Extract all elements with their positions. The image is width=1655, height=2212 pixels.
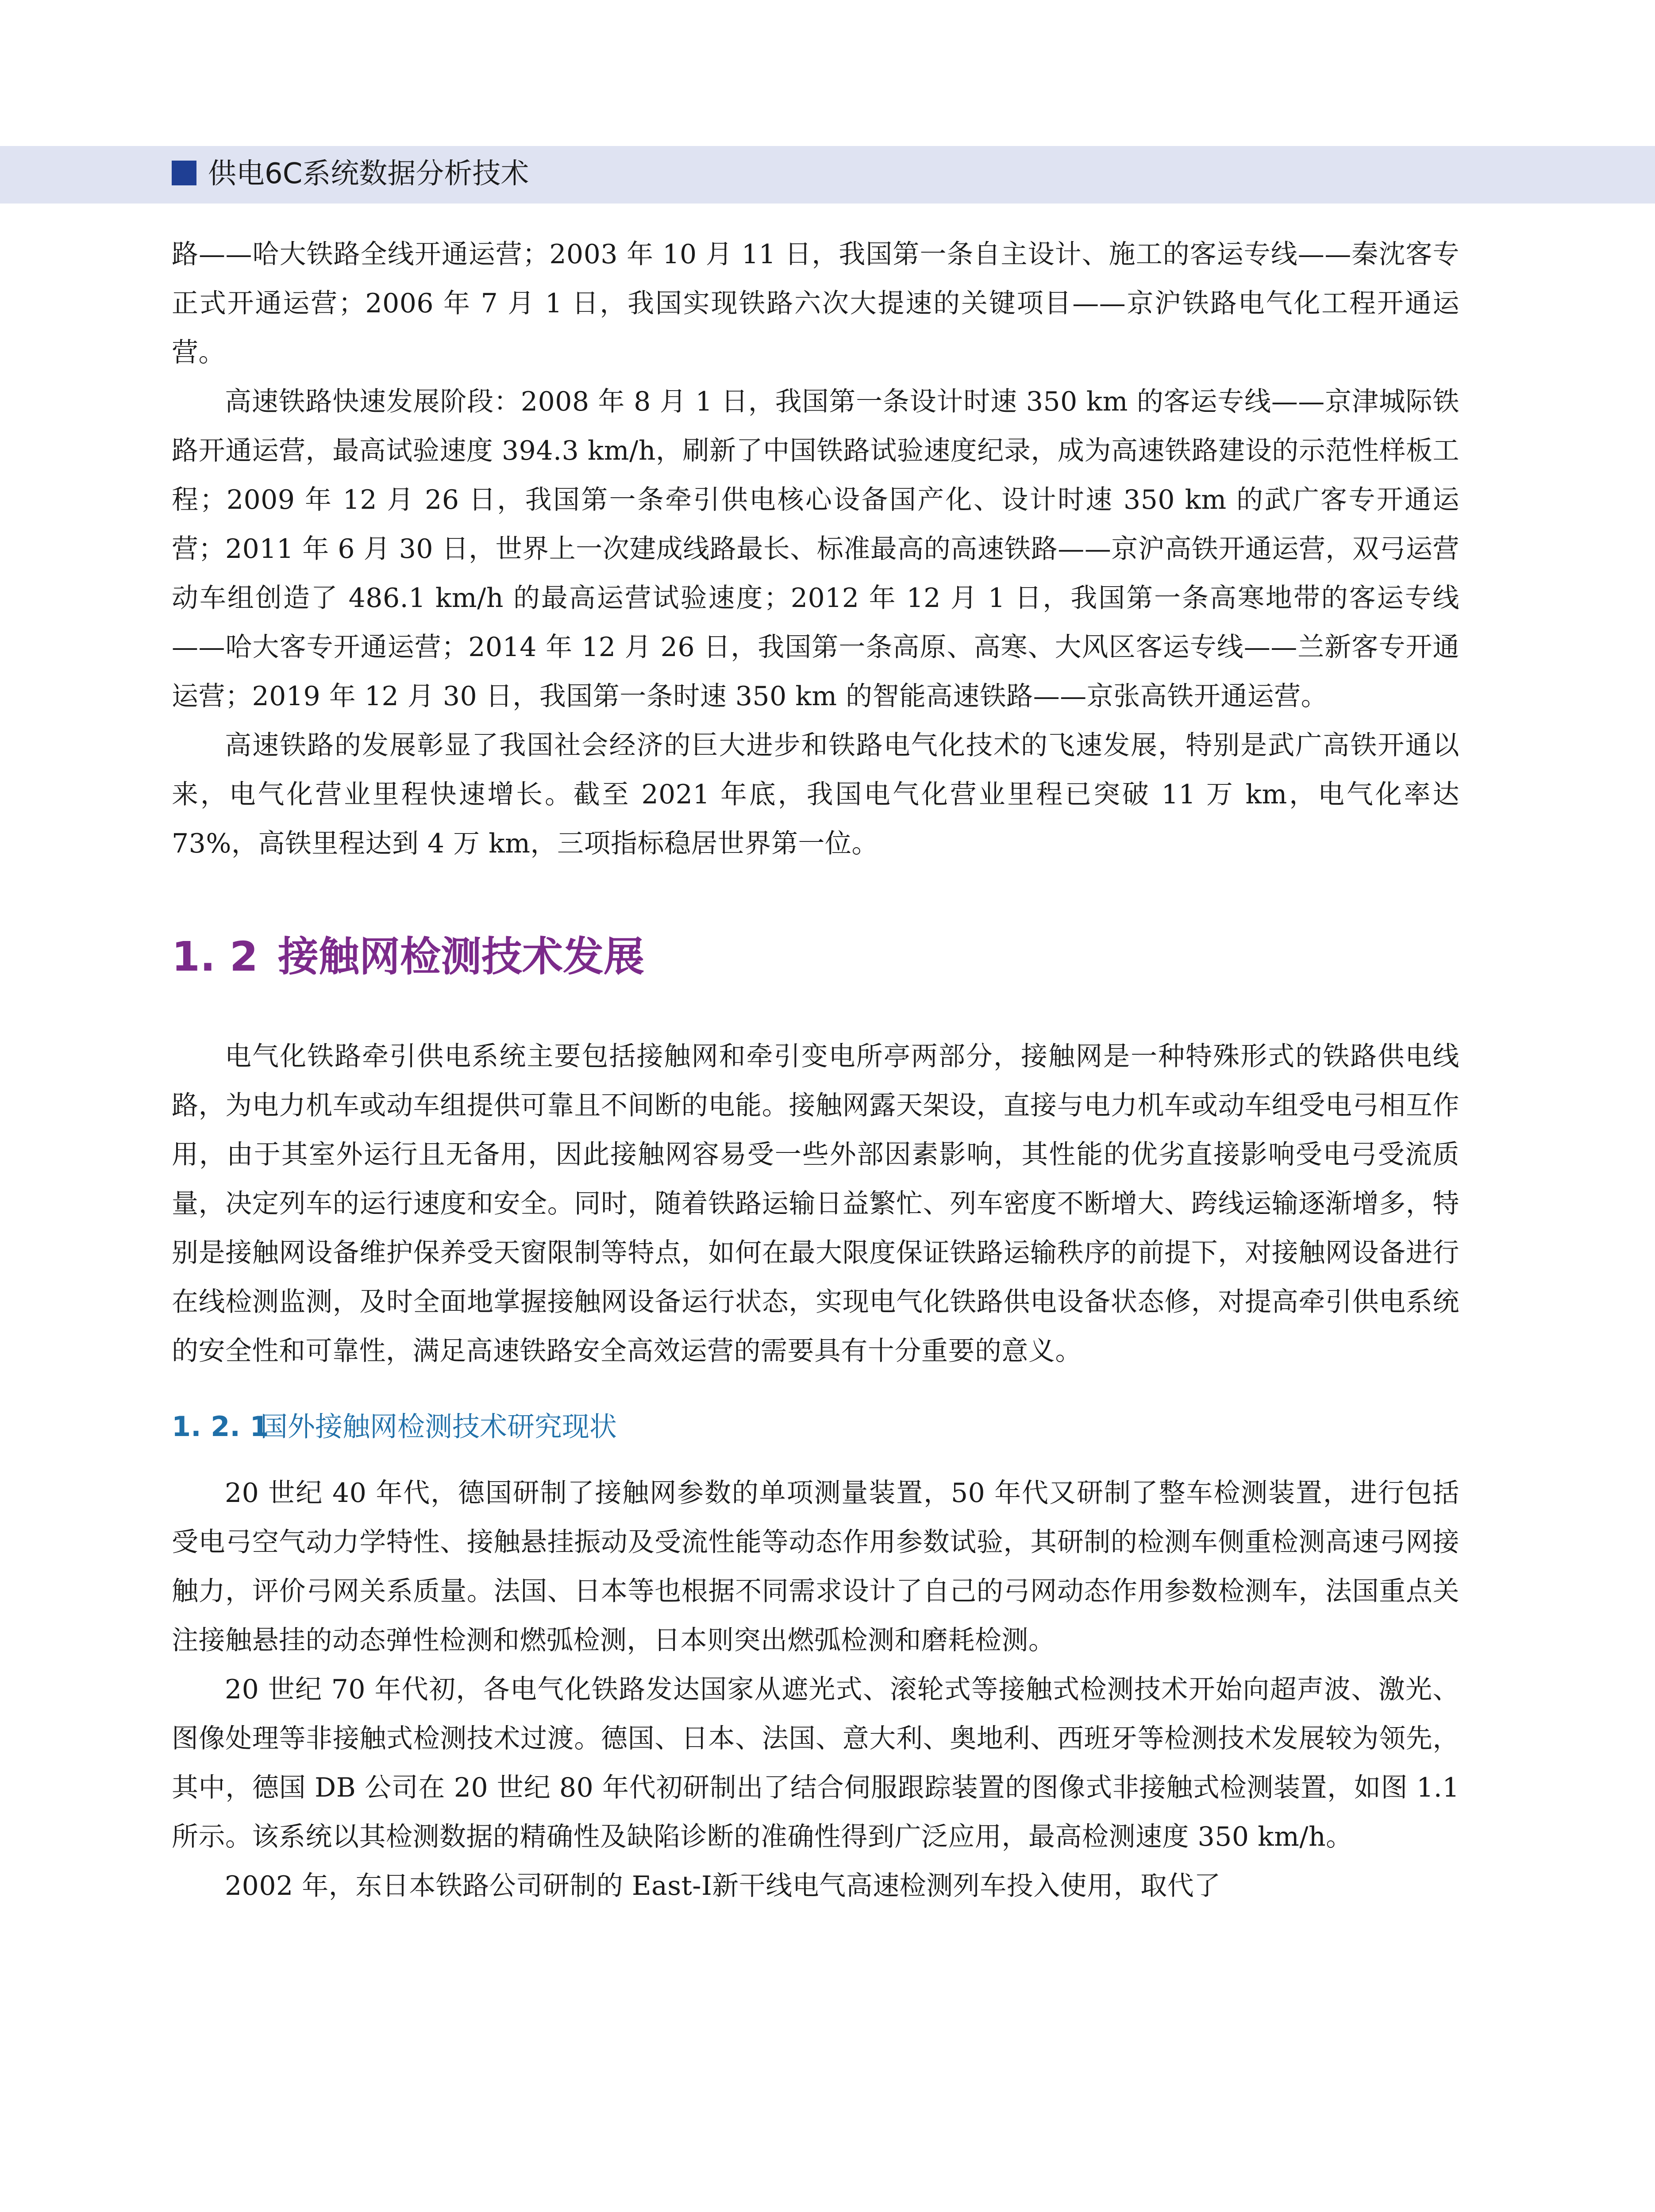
header-square-marker bbox=[172, 161, 196, 185]
paragraph: 高速铁路快速发展阶段：2008 年 8 月 1 日，我国第一条设计时速 350 km 的客运专线——京津城际铁路开通运营，最高试验速度 394.3 km/h，刷新了中国铁路试验速度纪录，成为高速铁路建设的示范性样板工程；2009 年 12 月 26 日，我国第一条牵引供电核心设备国产化、设计时速 350 km 的武广客专开通运营；2011 年 6 月 30 日，世界上一次建成线路最长、标准最高的高速铁路——京沪高铁开通运营，双弓运营动车组创造了 486.1 km/h 的最高运营试验速度；2012 年 12 月 1 日，我国第一条高寒地带的客运专线——哈大客专开通运营；2014 年 12 月 26 日，我国第一条高原、高寒、大风区客运专线——兰新客专开通运营；2019 年 12 月 30 日，我国第一条时速 350 km 的智能高速铁路——京张高铁开通运营。 bbox=[172, 386, 1459, 712]
paragraph: 20 世纪 70 年代初，各电气化铁路发达国家从遮光式、滚轮式等接触式检测技术开始向超声波、激光、图像处理等非接触式检测技术过渡。德国、日本、法国、意大利、奥地利、西班牙等检测技术发展较为领先，其中，德国 DB 公司在 20 世纪 80 年代初研制出了结合伺服跟踪装置的图像式非接触式检测装置，如图 1.1 所示。该系统以其检测数据的精确性及缺陷诊断的准确性得到广泛应用，最高检测速度 350 km/h。 bbox=[172, 1674, 1459, 1852]
subsection-title-text: 国外接触网检测技术研究现状 bbox=[260, 1410, 617, 1443]
paragraph: 高速铁路的发展彰显了我国社会经济的巨大进步和铁路电气化技术的飞速发展，特别是武广高铁开通以来，电气化营业里程快速增长。截至 2021 年底，我国电气化营业里程已突破 11 万 km，电气化率达 73%，高铁里程达到 4 万 km，三项指标稳居世界第一位。 bbox=[172, 730, 1459, 859]
subsection-heading bbox=[172, 1402, 1459, 1451]
section-heading bbox=[172, 924, 1459, 990]
paragraph: 20 世纪 40 年代，德国研制了接触网参数的单项测量装置，50 年代又研制了整车检测装置，进行包括受电弓空气动力学特性、接触悬挂振动及受流性能等动态作用参数试验，其研制的检测车侧重检测高速弓网接触力，评价弓网关系质量。法国、日本等也根据不同需求设计了自己的弓网动态作用参数检测车，法国重点关注接触悬挂的动态弹性检测和燃弧检测，日本则突出燃弧检测和磨耗检测。 bbox=[172, 1478, 1459, 1656]
paragraph: 2002 年，东日本铁路公司研制的 East-Ⅰ新干线电气高速检测列车投入使用，取代了 bbox=[225, 1870, 1221, 1901]
paragraph-continued: 路——哈大铁路全线开通运营；2003 年 10 月 11 日，我国第一条自主设计、施工的客运专线——秦沈客专正式开通运营；2006 年 7 月 1 日，我国实现铁路六次大提速的关键项目——京沪铁路电气化工程开通运营。 bbox=[172, 239, 1459, 368]
paragraph: 电气化铁路牵引供电系统主要包括接触网和牵引变电所亭两部分，接触网是一种特殊形式的铁路供电线路，为电力机车或动车组提供可靠且不间断的电能。接触网露天架设，直接与电力机车或动车组受电弓相互作用，由于其室外运行且无备用，因此接触网容易受一些外部因素影响，其性能的优劣直接影响受电弓受流质量，决定列车的运行速度和安全。同时，随着铁路运输日益繁忙、列车密度不断增大、跨线运输逐渐增多，特别是接触网设备维护保养受天窗限制等特点，如何在最大限度保证铁路运输秩序的前提下，对接触网设备进行在线检测监测，及时全面地掌握接触网设备运行状态，实现电气化铁路供电设备状态修，对提高牵引供电系统的安全性和可靠性，满足高速铁路安全高效运营的需要具有十分重要的意义。 bbox=[172, 1041, 1459, 1367]
page-body bbox=[172, 230, 1459, 1911]
subsection-number: 1. 2. 1 bbox=[172, 1410, 269, 1443]
running-header-title: 供电6C系统数据分析技术 bbox=[208, 157, 529, 190]
section-number: 1. 2 bbox=[172, 933, 258, 980]
section-title-text: 接触网检测技术发展 bbox=[278, 933, 645, 980]
